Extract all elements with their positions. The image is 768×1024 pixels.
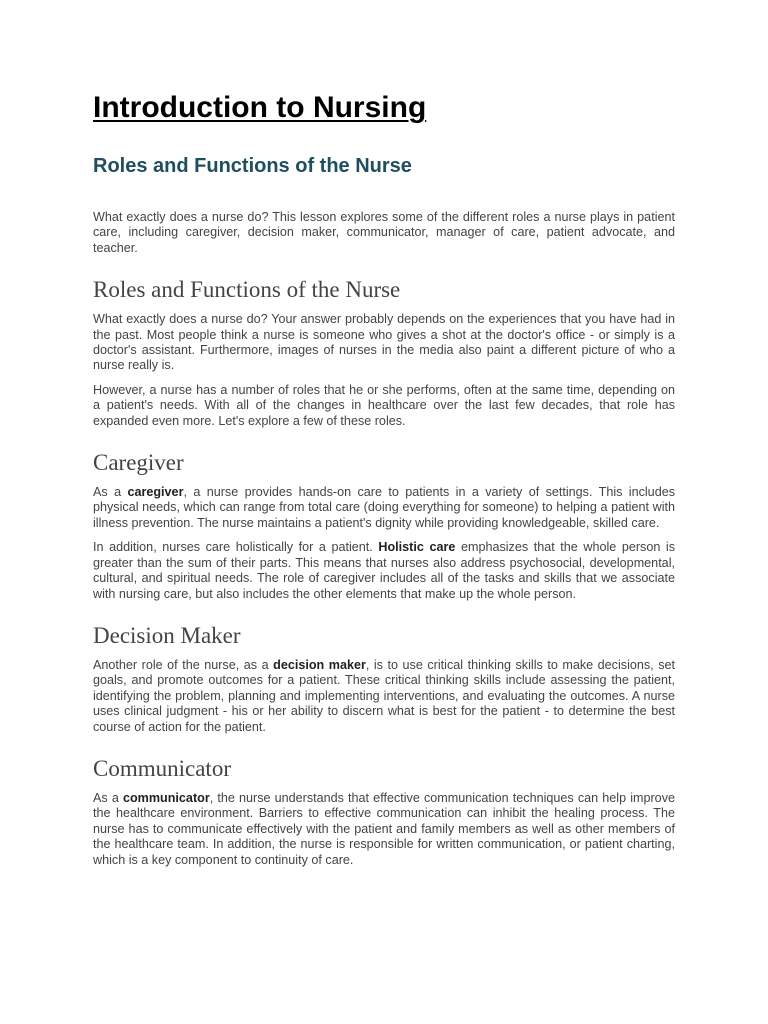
bold-term: caregiver — [127, 485, 184, 500]
document-body — [93, 210, 675, 877]
bold-term: communicator — [122, 790, 210, 805]
text-run: However, a nurse has a number of roles that he or she performs, often at the same time, depending on a patient's needs. With all of the changes in healthcare over the last few decades, that role has expanded even more. Let's explore a few of these roles. — [93, 382, 675, 428]
section-paragraph — [93, 791, 675, 868]
text-run: In addition, nurses care holistically for a patient. — [93, 540, 379, 555]
text-run: , a nurse provides hands-on care to patients in a variety of settings. This includes physical needs, which can range from total care (doing everything for someone) to helping a patient with illness prevention. The nurse maintains a patient's dignity while providing knowledgeable, skilled care. — [93, 485, 675, 530]
document-subtitle: Roles and Functions of the Nurse — [93, 155, 412, 177]
text-run: emphasizes that the whole person is greater than the sum of their parts. This means that nurses also address psychosocial, developmental, cultural, and spiritual needs. The role of caregiver includes all of the tasks and skills that we associate with nursing care, but also includes the other elements that make up the whole person. — [93, 540, 676, 601]
section-heading: Roles and Functions of the Nurse — [93, 277, 401, 303]
section-heading: Decision Maker — [93, 622, 241, 648]
section-paragraph — [93, 312, 675, 374]
section-paragraph — [93, 383, 675, 429]
section-paragraph — [93, 485, 675, 531]
section-paragraph — [93, 540, 675, 602]
section-heading: Communicator — [93, 755, 231, 781]
text-run: As a — [93, 790, 123, 805]
bold-term: Holistic care — [378, 540, 456, 555]
section-heading: Caregiver — [93, 450, 184, 476]
intro-paragraph: What exactly does a nurse do? This lesson explores some of the different roles a nurse plays in patient care, including caregiver, decision maker, communicator, manager of care, patient advocate, and teacher. — [93, 210, 675, 255]
text-run: Another role of the nurse, as a — [93, 657, 274, 672]
bold-term: decision maker — [273, 657, 366, 672]
text-run: As a — [93, 485, 128, 500]
document-title: Introduction to Nursing — [93, 91, 427, 124]
sections-container — [93, 276, 675, 868]
text-run: What exactly does a nurse do? Your answer probably depends on the experiences that you have had in the past. Most people think a nurse is someone who gives a shot at the doctor's office - or simply is a doctor's assistant. Furthermore, images of nurses in the media also paint a different picture of who a nurse really is. — [93, 312, 675, 373]
text-run: , is to use critical thinking skills to make decisions, set goals, and promote outcomes for a patient. These critical thinking skills include assessing the patient, identifying the problem, planning and implementing interventions, and evaluating the outcomes. A nurse uses clinical judgment - his or her ability to discern what is best for the patient - to determine the best course of action for the patient. — [93, 657, 676, 734]
text-run: , the nurse understands that effective communication techniques can help improve the healthcare environment. Barriers to effective communication can inhibit the healing process. The nurse has to communicate effectively with the patient and family members as well as other members of the healthcare team. In addition, the nurse is responsible for written communication, or patient charting, which is a key component to continuity of care. — [93, 790, 675, 867]
section-paragraph — [93, 658, 675, 735]
